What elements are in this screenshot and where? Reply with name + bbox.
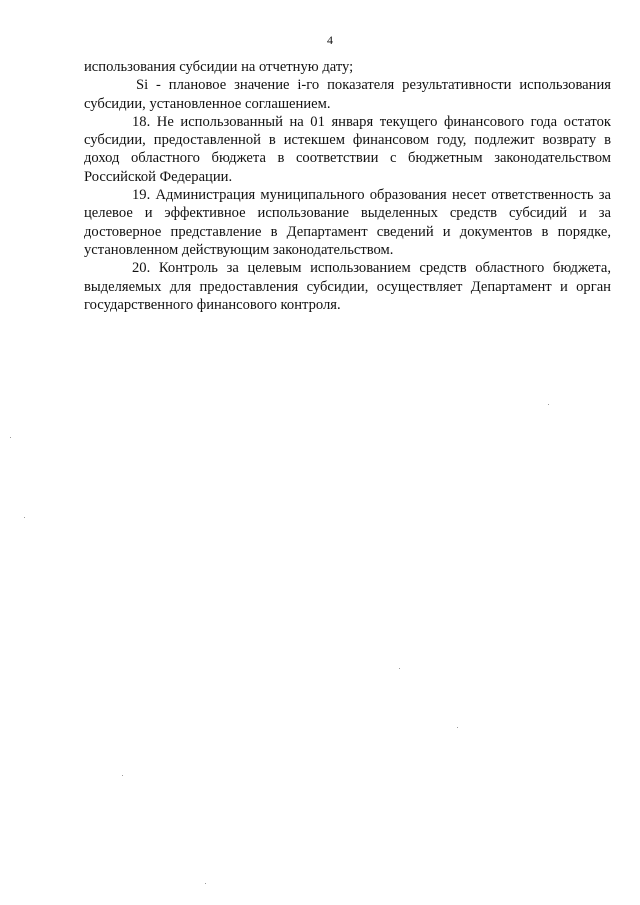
page-number: 4 (327, 33, 333, 47)
scan-speck (24, 517, 25, 518)
paragraph-continuation: использования субсидии на отчетную дату; (84, 59, 354, 75)
scan-speck (205, 883, 206, 884)
paragraph-20: 20. Контроль за целевым использованием средств областного бюджета, выделяемых для предоставления субсидии, осуществляет Департамент и орган государственного финансового контроля. (84, 260, 611, 313)
scan-speck (548, 404, 549, 405)
scan-speck (10, 437, 11, 438)
document-body (84, 58, 611, 314)
paragraph-si-definition: Si - плановое значение i-го показателя результативности использования субсидии, установленное соглашением. (84, 77, 611, 112)
paragraph-19: 19. Администрация муниципального образования несет ответственность за целевое и эффективное использование выделенных средств субсидий и за достоверное представление в Департамент сведений и документов в порядке, установленном действующим законодательством. (84, 187, 611, 258)
paragraph-18: 18. Не использованный на 01 января текущего финансового года остаток субсидии, предоставленной в истекшем финансовом году, подлежит возврату в доход областного бюджета в соответствии с бюджетным законодательством Российской Федерации. (84, 113, 611, 185)
scan-speck (122, 775, 123, 776)
scan-speck (399, 668, 400, 669)
scan-speck (457, 727, 458, 728)
